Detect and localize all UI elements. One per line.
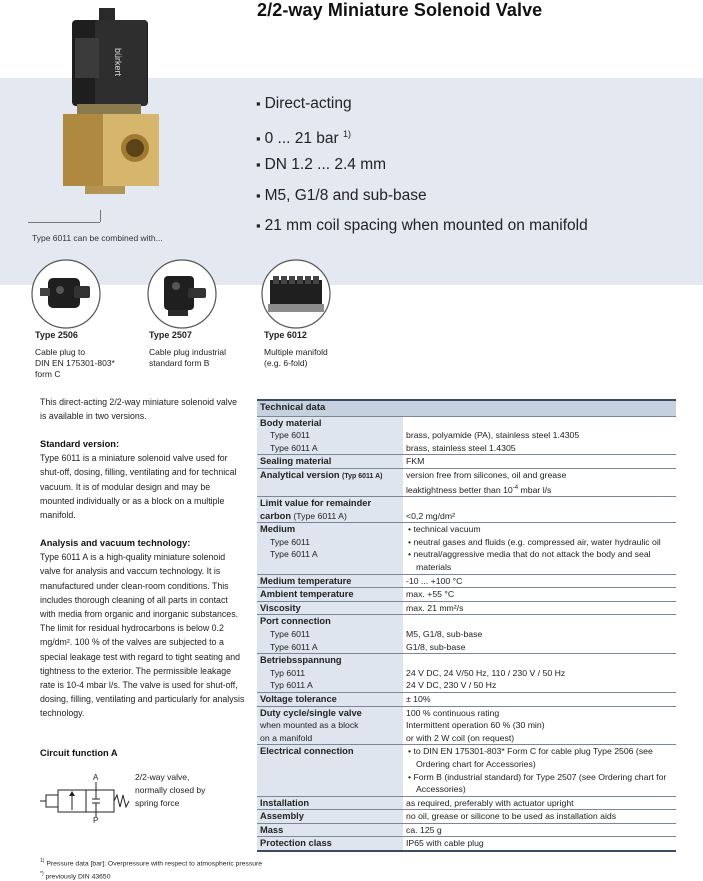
accessory-2506: Type 2506 Cable plug to DIN EN 175301-803* form C: [35, 330, 115, 379]
feature-list: [256, 95, 588, 248]
analysis-text: Type 6011 A is a high-quality miniature solenoid valve for analysis and vaccum technology. It is manufactured under clean-room conditions. This includes thorough cleaning of all parts in contact with media from organic and inorganic substances. The limit for residual hydrocarbons is below 0.2 mg/dm². 100 % of the valves are subjected to a special leakage test with regard to tight seating and tightness to the exterior. The permissible leakage rate is 10-4 mbar l/s. The valve is used for shut-off, dosing, filling, ventilating and particularly for analysis technology.: [40, 552, 245, 719]
feature-item: ▪ DN 1.2 ... 2.4 mm: [256, 156, 387, 173]
electrical-list: [406, 745, 673, 795]
valve-plug-top: [99, 8, 115, 22]
circuit-note: 2/2-way valve, normally closed by spring force: [135, 772, 206, 808]
table-row: Installation as required, preferably with actuator upright: [257, 796, 676, 810]
standard-heading: Standard version:: [40, 439, 120, 449]
table-row: Body material Type 6011 Type 6011 A brass, polyamide (PA), stainless steel 1.4305 brass, stainless steel 1.4305: [257, 416, 676, 455]
port-p-label: P: [93, 816, 99, 824]
table-row: Betriebsspannung Typ 6011 Typ 6011 A 24 V DC, 24 V/50 Hz, 110 / 230 V / 50 Hz 24 V DC, 230 V / 50 Hz: [257, 654, 676, 693]
accessory-2507: Type 2507 Cable plug industrial standard form B: [149, 330, 227, 368]
feature-item: ▪ 0 ... 21 bar $^{1)}$: [256, 128, 352, 147]
footnote: $^{1)}$ Pressure data [bar]: Overpressure with respect to atmospheric pressure: [40, 858, 263, 868]
feature-item: ▪ M5, G1/8 and sub-base: [256, 186, 427, 204]
list-item: • neutral/aggressive media that do not attack the body and seal materials: [408, 549, 651, 573]
list-item: • Form B (industrial standard) for Type 2507 (see Ordering chart for Accessories): [408, 771, 667, 795]
list-item: • to DIN EN 175301-803* Form C for cable plug Type 2506 (see Ordering chart for Accessories): [408, 746, 653, 769]
list-item: • neutral gases and fluids (e.g. compressed air, water hydraulic oil: [408, 536, 661, 547]
table-row: Voltage tolerance ± 10%: [257, 692, 676, 706]
accessory-image-2507: [146, 258, 218, 330]
table-row: Electrical connection • to DIN EN 175301-803* Form C for cable plug Type 2506 (see Ordering chart for Accessories) • Form B (industrial standard) for Type 2507 (see Ordering chart for Accessories): [257, 745, 676, 796]
accessory-image-2506: [30, 258, 102, 330]
connector-line: [100, 210, 101, 222]
valve-product-image: [55, 8, 165, 198]
brand-logo: bürkert: [113, 48, 123, 77]
technical-data-table: [257, 399, 676, 852]
standard-text: Type 6011 is a miniature solenoid valve used for shut-off, dosing, filling, ventilating and for technical vacuum. It is of modular design and may be mounted individually or as a block on a multiple manifold.: [40, 453, 237, 521]
footnotes: [40, 856, 262, 881]
page-title: 2/2-way Miniature Solenoid Valve: [257, 0, 543, 20]
accessory-image-6012: [260, 258, 332, 330]
table-row: Sealing material FKM: [257, 455, 676, 469]
circuit-heading: Circuit function A: [40, 748, 118, 758]
medium-list: [406, 523, 673, 573]
table-row: Assembly no oil, grease or silicone to be used as installation aids: [257, 810, 676, 824]
circuit-symbol: [38, 772, 133, 824]
accessory-6012: Type 6012 Multiple manifold (e.g. 6-fold): [264, 330, 328, 368]
table-row: Duty cycle/single valve when mounted as a block on a manifold 100 % continuous rating Intermittent operation 60 % (30 min) or with 2 W coil (on request): [257, 706, 676, 745]
table-row: Analytical version (Typ 6011 A) version free from silicones, oil and grease leaktightness better than $10^{-4}$ mbar l/s: [257, 468, 676, 496]
feature-item: ▪ 21 mm coil spacing when mounted on manifold: [256, 217, 588, 234]
table-row: Medium temperature -10 ... +100 °C: [257, 574, 676, 588]
port-a-label: A: [93, 773, 99, 782]
table-header: Technical data: [257, 400, 676, 416]
combined-note: Type 6011 can be combined with...: [32, 233, 163, 243]
connector-line: [28, 222, 100, 223]
table-row: Medium Type 6011 Type 6011 A • technical vacuum • neutral gases and fluids (e.g. compressed air, water hydraulic oil • neutral/aggressive media that do not attack the body and seal materials: [257, 523, 676, 574]
table-row: Port connection Type 6011 Type 6011 A M5, G1/8, sub-base G1/8, sub-base: [257, 615, 676, 654]
table-row: Viscosity max. 21 mm²/s: [257, 601, 676, 615]
analysis-section: [40, 536, 245, 721]
circuit-section: [40, 746, 245, 760]
footnote: *) previously DIN 43650: [40, 871, 111, 881]
standard-section: [40, 437, 245, 522]
valve-port: [126, 139, 144, 157]
table-row: Mass ca. 125 g: [257, 823, 676, 837]
intro-text: This direct-acting 2/2-way miniature solenoid valve is available in two versions.: [40, 397, 238, 422]
list-item: • technical vacuum: [408, 524, 481, 535]
table-row: Protection class IP65 with cable plug: [257, 837, 676, 851]
table-row: Limit value for remainder carbon (Type 6011 A) <0,2 mg/dm²: [257, 497, 676, 523]
table-row: Ambient temperature max. +55 °C: [257, 588, 676, 602]
analysis-heading: Analysis and vacuum technology:: [40, 538, 191, 548]
feature-item: ▪ Direct-acting: [256, 95, 352, 112]
